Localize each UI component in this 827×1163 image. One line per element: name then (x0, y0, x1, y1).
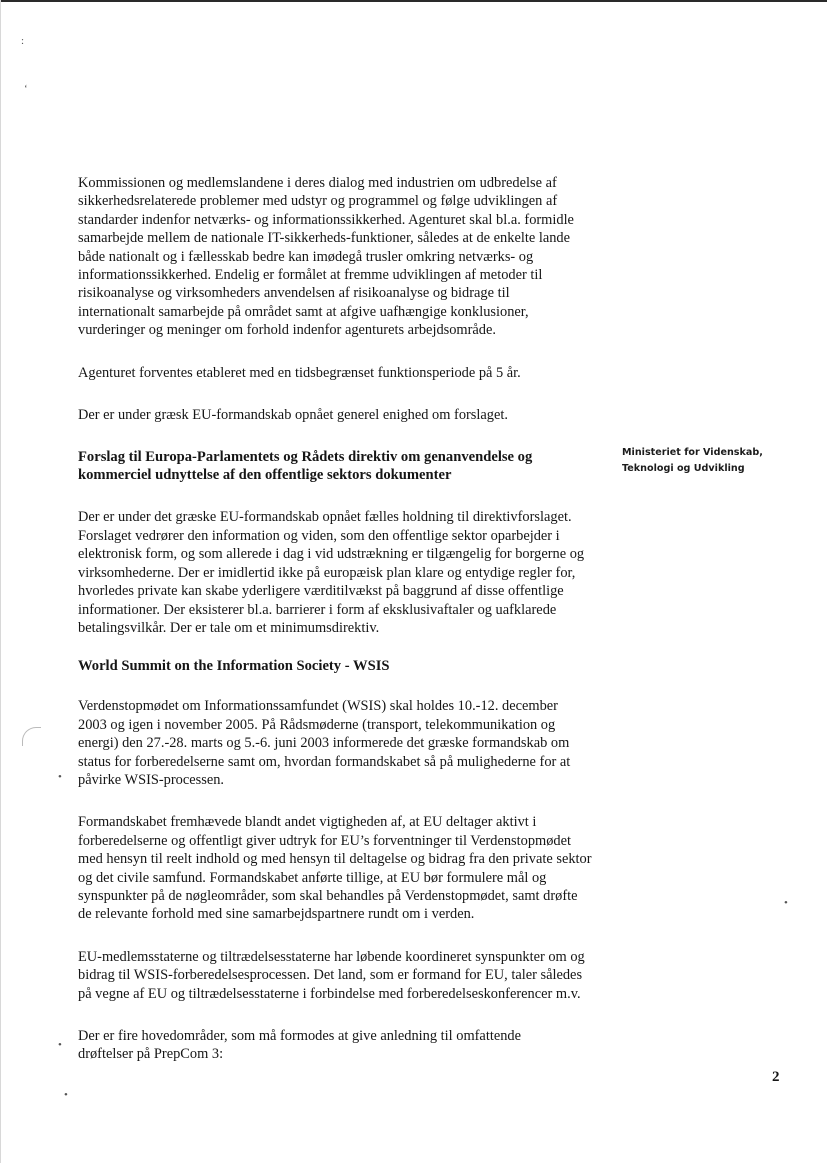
document-body (78, 174, 598, 1064)
scan-speck: ‘ (24, 83, 28, 95)
paragraph-prepcom-areas: Der er fire hovedområder, som må formodes at give anledning til omfattende drøftelser på PrepCom 3: (78, 1028, 521, 1063)
scan-speck: : (21, 35, 25, 47)
scan-speck: • (784, 897, 788, 909)
heading-psi-directive: Forslag til Europa-Parlamentets og Rådets direktiv om genanvendelse og kommerciel udnyttelse af den offentlige sektors dokumenter (78, 449, 533, 484)
scan-speck: • (58, 771, 62, 783)
page-number: 2 (772, 1069, 780, 1085)
left-scan-edge (0, 0, 1, 1163)
ministry-line-2: Teknologi og Udvikling (622, 463, 745, 474)
paragraph-presidency-views: Formandskabet fremhævede blandt andet vigtigheden af, at EU deltager aktivt i forberedelserne og offentligt giver udtryk for EU’s forventninger til Verdenstopmødet med hensyn til reelt indhold og med hensyn til deltagelse og bidrag fra den private sektor og det civile samfund. Formandskabet anførte tillige, at EU bør formulere mål og synspunkter på de nøgleområder, som skal behandles på Verdenstopmødet, samt drøfte de relevante forhold med sine samarbejdspartnere rundt om i verden. (78, 814, 592, 923)
paragraph-greek-agreement: Der er under græsk EU-formandskab opnået generel enighed om forslaget. (78, 407, 508, 424)
paragraph-agency-tasks: Kommissionen og medlemslandene i deres dialog med industrien om udbredelse af sikkerhedsrelaterede problemer med udstyr og programmel og følge udviklingen af standarder indenfor netværks- og informationssikkerhed. Agenturet skal bl.a. formidle samarbejde mellem de nationale IT-sikkerheds-funktioner, således at de enkelte lande både nationalt og i fællesskab bedre kan imødegå trusler omkring netværks- og informationssikkerhed. Endelig er formålet at fremme udviklingen af metoder til risikoanalyse og virksomheders anvendelsen af risikoanalyse og bidrage til internationalt samarbejde på området samt at afgive uafhængige konklusioner, vurderinger og meninger om forhold indenfor agenturets arbejdsområde. (78, 175, 574, 339)
paragraph-agency-period: Agenturet forventes etableret med en tidsbegrænset funktionsperiode på 5 år. (78, 364, 521, 381)
scan-speck: • (58, 1039, 62, 1051)
scan-speck: • (64, 1089, 68, 1101)
paragraph-psi-directive: Der er under det græske EU-formandskab opnået fælles holdning til direktivforslaget. Forslaget vedrører den information og viden, som den offentlige sektor oparbejder i elektronisk form, og som allerede i dag i vid udstrækning er tilgængelig for borgerne og virksomhederne. Der er imidlertid ikke på europæisk plan klare og entydige regler for, hvorledes private kan skabe yderligere værditilvækst på baggrund af disse offentlige informationer. Der eksisterer bl.a. barrierer i form af eksklusivaftaler og uafklarede betalingsvilkår. Der er tale om et minimumsdirektiv. (78, 509, 585, 636)
scan-artifact-arc (22, 727, 41, 746)
ministry-sidebar-label (622, 445, 802, 477)
top-border-line (0, 0, 827, 2)
heading-wsis: World Summit on the Information Society - WSIS (78, 658, 390, 675)
paragraph-coordination: EU-medlemsstaterne og tiltrædelsesstaterne har løbende koordineret synspunkter om og bidrag til WSIS-forberedelsesprocessen. Det land, som er formand for EU, taler således på vegne af EU og tiltrædelsesstaterne i forbindelse med forberedelseskonferencer m.v. (78, 948, 585, 1002)
paragraph-wsis-dates: Verdenstopmødet om Informationssamfundet (WSIS) skal holdes 10.-12. december 2003 og igen i november 2005. På Rådsmøderne (transport, telekommunikation og energi) den 27.-28. marts og 5.-6. juni 2003 informerede det græske formandskab om status for forberedelserne samt om, hvordan formandskabet så på mulighederne for at påvirke WSIS-processen. (78, 698, 571, 788)
ministry-line-1: Ministeriet for Videnskab, (622, 447, 763, 458)
